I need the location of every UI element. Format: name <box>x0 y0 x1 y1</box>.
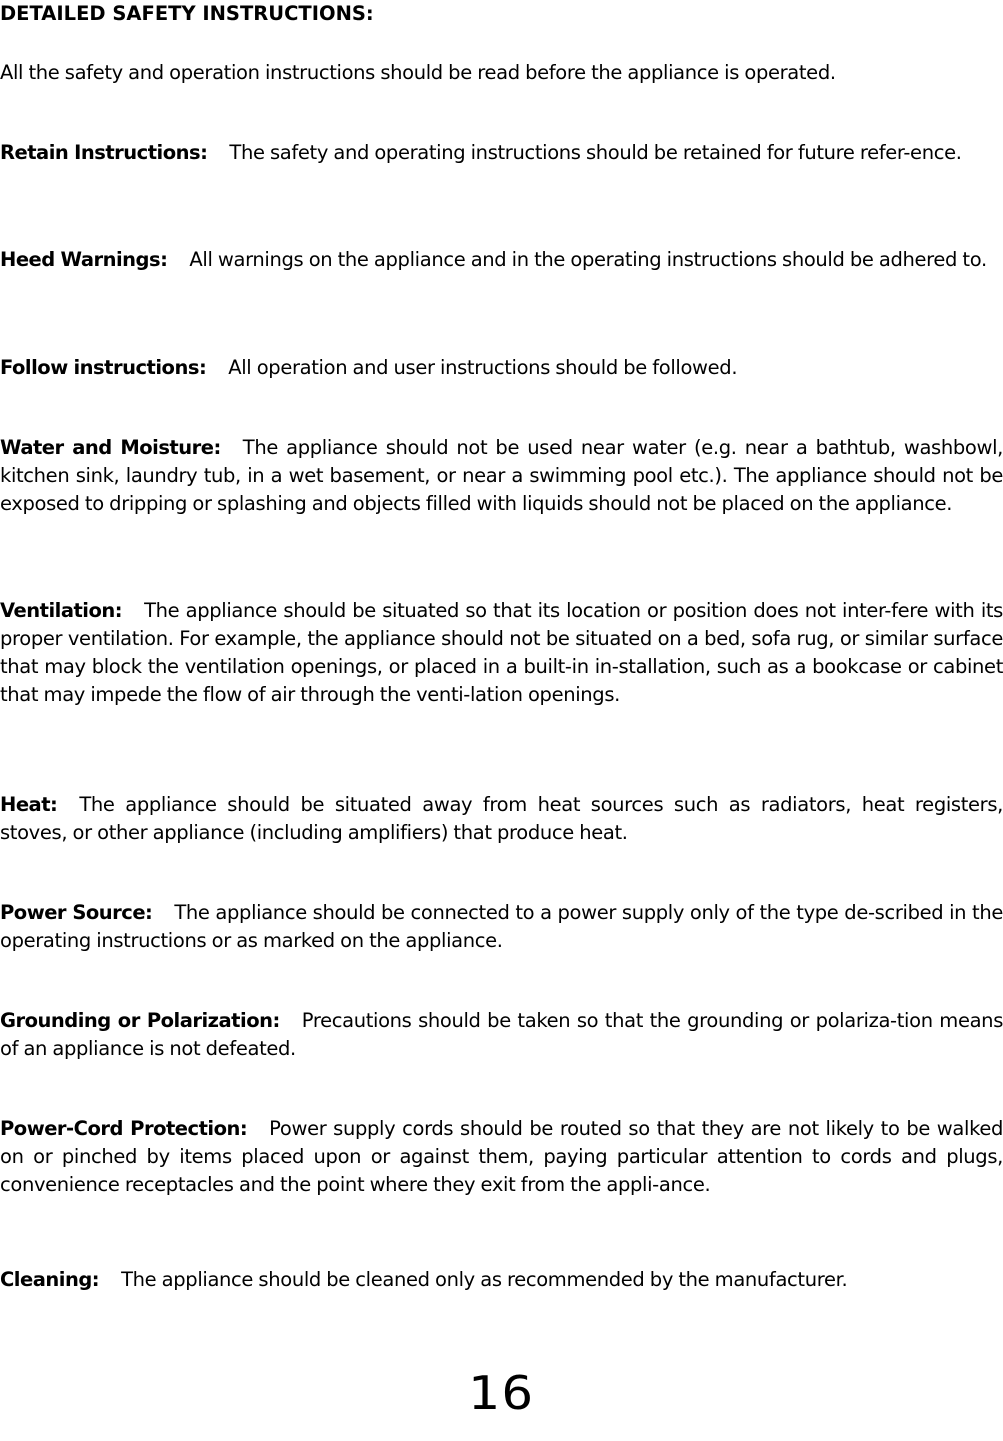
section-grounding-or-polarization <box>0 1007 1003 1063</box>
section-label: Power-Cord Protection: <box>0 1117 248 1140</box>
section-label: Ventilation: <box>0 599 123 622</box>
section-label: Follow instructions: <box>0 356 207 379</box>
section-text: The appliance should be situated so that its location or position does not inter-fere with its proper ventilation. For example, the appliance should not be situated on a bed, sofa rug, or similar surface that may block the ventilation openings, or placed in a built-in in-stallation, such as a bookcase or cabinet that may impede the flow of air through the venti-lation openings. <box>0 599 1003 706</box>
section-label: Grounding or Polarization: <box>0 1009 280 1032</box>
section-text: Power supply cords should be routed so that they are not likely to be walked on or pinched by items placed upon or against them, paying particular attention to cords and plugs, convenience receptacles and the point where they exit from the appli-ance. <box>0 1117 1003 1196</box>
section-heat <box>0 791 1003 847</box>
section-text: The safety and operating instructions should be retained for future refer-ence. <box>229 141 962 164</box>
section-text: The appliance should be connected to a power supply only of the type de-scribed in the operating instructions or as marked on the appliance. <box>0 901 1003 952</box>
section-retain-instructions <box>0 139 1003 167</box>
section-text: The appliance should be situated away from heat sources such as radiators, heat registers, stoves, or other appliance (including amplifiers) that produce heat. <box>0 793 1003 844</box>
section-water-and-moisture <box>0 434 1003 518</box>
section-heed-warnings <box>0 246 1003 274</box>
section-label: Power Source: <box>0 901 153 924</box>
section-text: Precautions should be taken so that the grounding or polariza-tion means of an appliance is not defeated. <box>0 1009 1003 1060</box>
section-text: The appliance should not be used near water (e.g. near a bathtub, washbowl, kitchen sink, laundry tub, in a wet basement, or near a swimming pool etc.). The appliance should not be exposed to dripping or splashing and objects filled with liquids should not be placed on the appliance. <box>0 436 1003 515</box>
section-power-source <box>0 899 1003 955</box>
section-power-cord-protection <box>0 1115 1003 1199</box>
section-text: All warnings on the appliance and in the operating instructions should be adhered to. <box>189 248 987 271</box>
section-cleaning <box>0 1266 1003 1294</box>
section-label: Heed Warnings: <box>0 248 168 271</box>
page-number: 16 <box>467 1366 536 1420</box>
section-follow-instructions <box>0 354 1003 382</box>
section-ventilation <box>0 597 1003 709</box>
section-label: Cleaning: <box>0 1268 100 1291</box>
section-text: All operation and user instructions should be followed. <box>228 356 738 379</box>
section-label: Heat: <box>0 793 58 816</box>
section-text: The appliance should be cleaned only as recommended by the manufacturer. <box>121 1268 848 1291</box>
section-label: Water and Moisture: <box>0 436 221 459</box>
section-label: Retain Instructions: <box>0 141 208 164</box>
page-title: DETAILED SAFETY INSTRUCTIONS: <box>0 2 374 25</box>
intro-paragraph: All the safety and operation instructions should be read before the appliance is operated. <box>0 61 836 84</box>
